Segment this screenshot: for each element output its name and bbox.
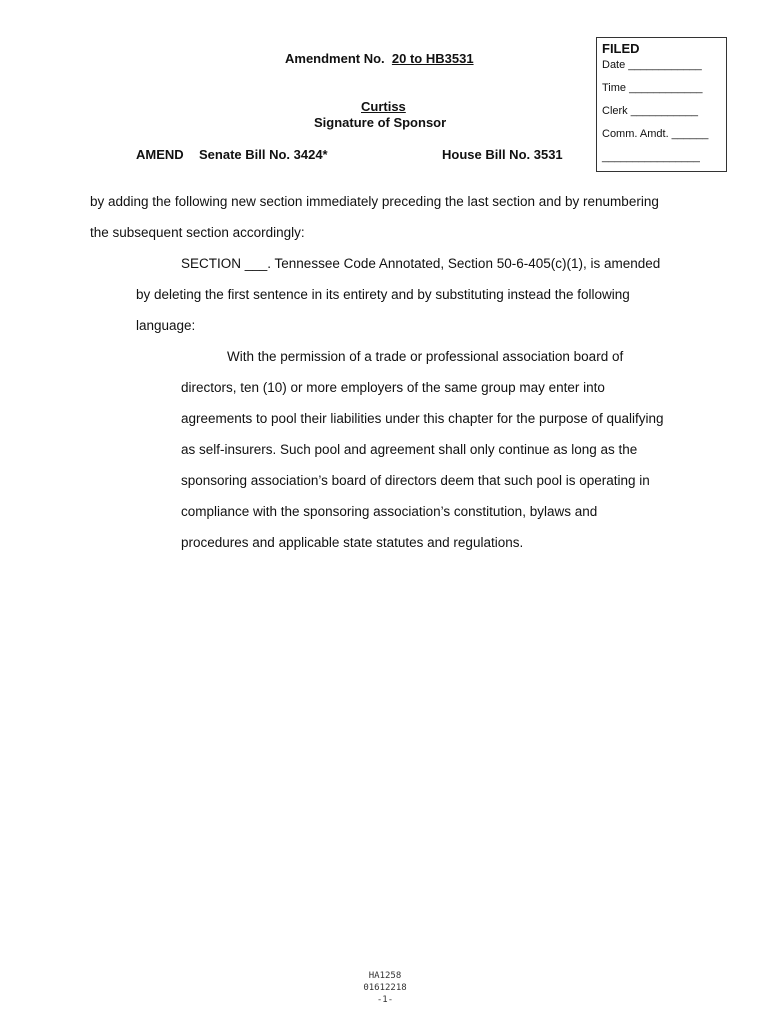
quoted-line-4: as self-insurers. Such pool and agreement shall only continue as long as the — [181, 442, 638, 457]
filed-stamp-box — [596, 37, 727, 172]
filed-date: Date ____________ — [602, 59, 702, 71]
page-number: -1- — [376, 995, 394, 1005]
section-line: SECTION ___. Tennessee Code Annotated, Section 50-6-405(c)(1), is amended — [181, 256, 661, 271]
filed-time: Time ____________ — [602, 82, 703, 94]
body-line-2: the subsequent section accordingly: — [90, 225, 305, 240]
senate-bill-number: Senate Bill No. 3424* — [199, 147, 328, 162]
footer-code-2: 01612218 — [363, 983, 407, 993]
quoted-line-3: agreements to pool their liabilities under this chapter for the purpose of qualifying — [181, 411, 664, 426]
amendment-prefix: Amendment No. — [285, 51, 385, 66]
quoted-line-5: sponsoring association’s board of directors deem that such pool is operating in — [181, 473, 650, 488]
house-bill-number: House Bill No. 3531 — [442, 147, 563, 162]
amendment-heading — [285, 51, 474, 66]
amendment-number: 20 to HB3531 — [391, 51, 474, 66]
quoted-line-6: compliance with the sponsoring association’s constitution, bylaws and — [181, 504, 598, 519]
footer-block — [0, 970, 770, 1006]
filed-title: FILED — [602, 41, 640, 56]
filed-clerk: Clerk ___________ — [602, 105, 699, 117]
body-line-4: by deleting the first sentence in its entirety and by substituting instead the following — [136, 287, 630, 302]
sponsor-name: Curtiss — [361, 99, 406, 114]
filed-blank-line: ________________ — [602, 151, 700, 163]
quoted-line-2: directors, ten (10) or more employers of the same group may enter into — [181, 380, 605, 395]
quoted-line-1: With the permission of a trade or professional association board of — [227, 349, 624, 364]
amend-label: AMEND — [136, 147, 184, 162]
body-line-1: by adding the following new section immediately preceding the last section and by renumbering — [90, 194, 659, 209]
filed-comm-amdt: Comm. Amdt. ______ — [602, 128, 709, 140]
footer-code-1: HA1258 — [368, 971, 402, 981]
body-line-5: language: — [136, 318, 196, 333]
quoted-line-7: procedures and applicable state statutes and regulations. — [181, 535, 524, 550]
sponsor-caption: Signature of Sponsor — [314, 115, 447, 130]
